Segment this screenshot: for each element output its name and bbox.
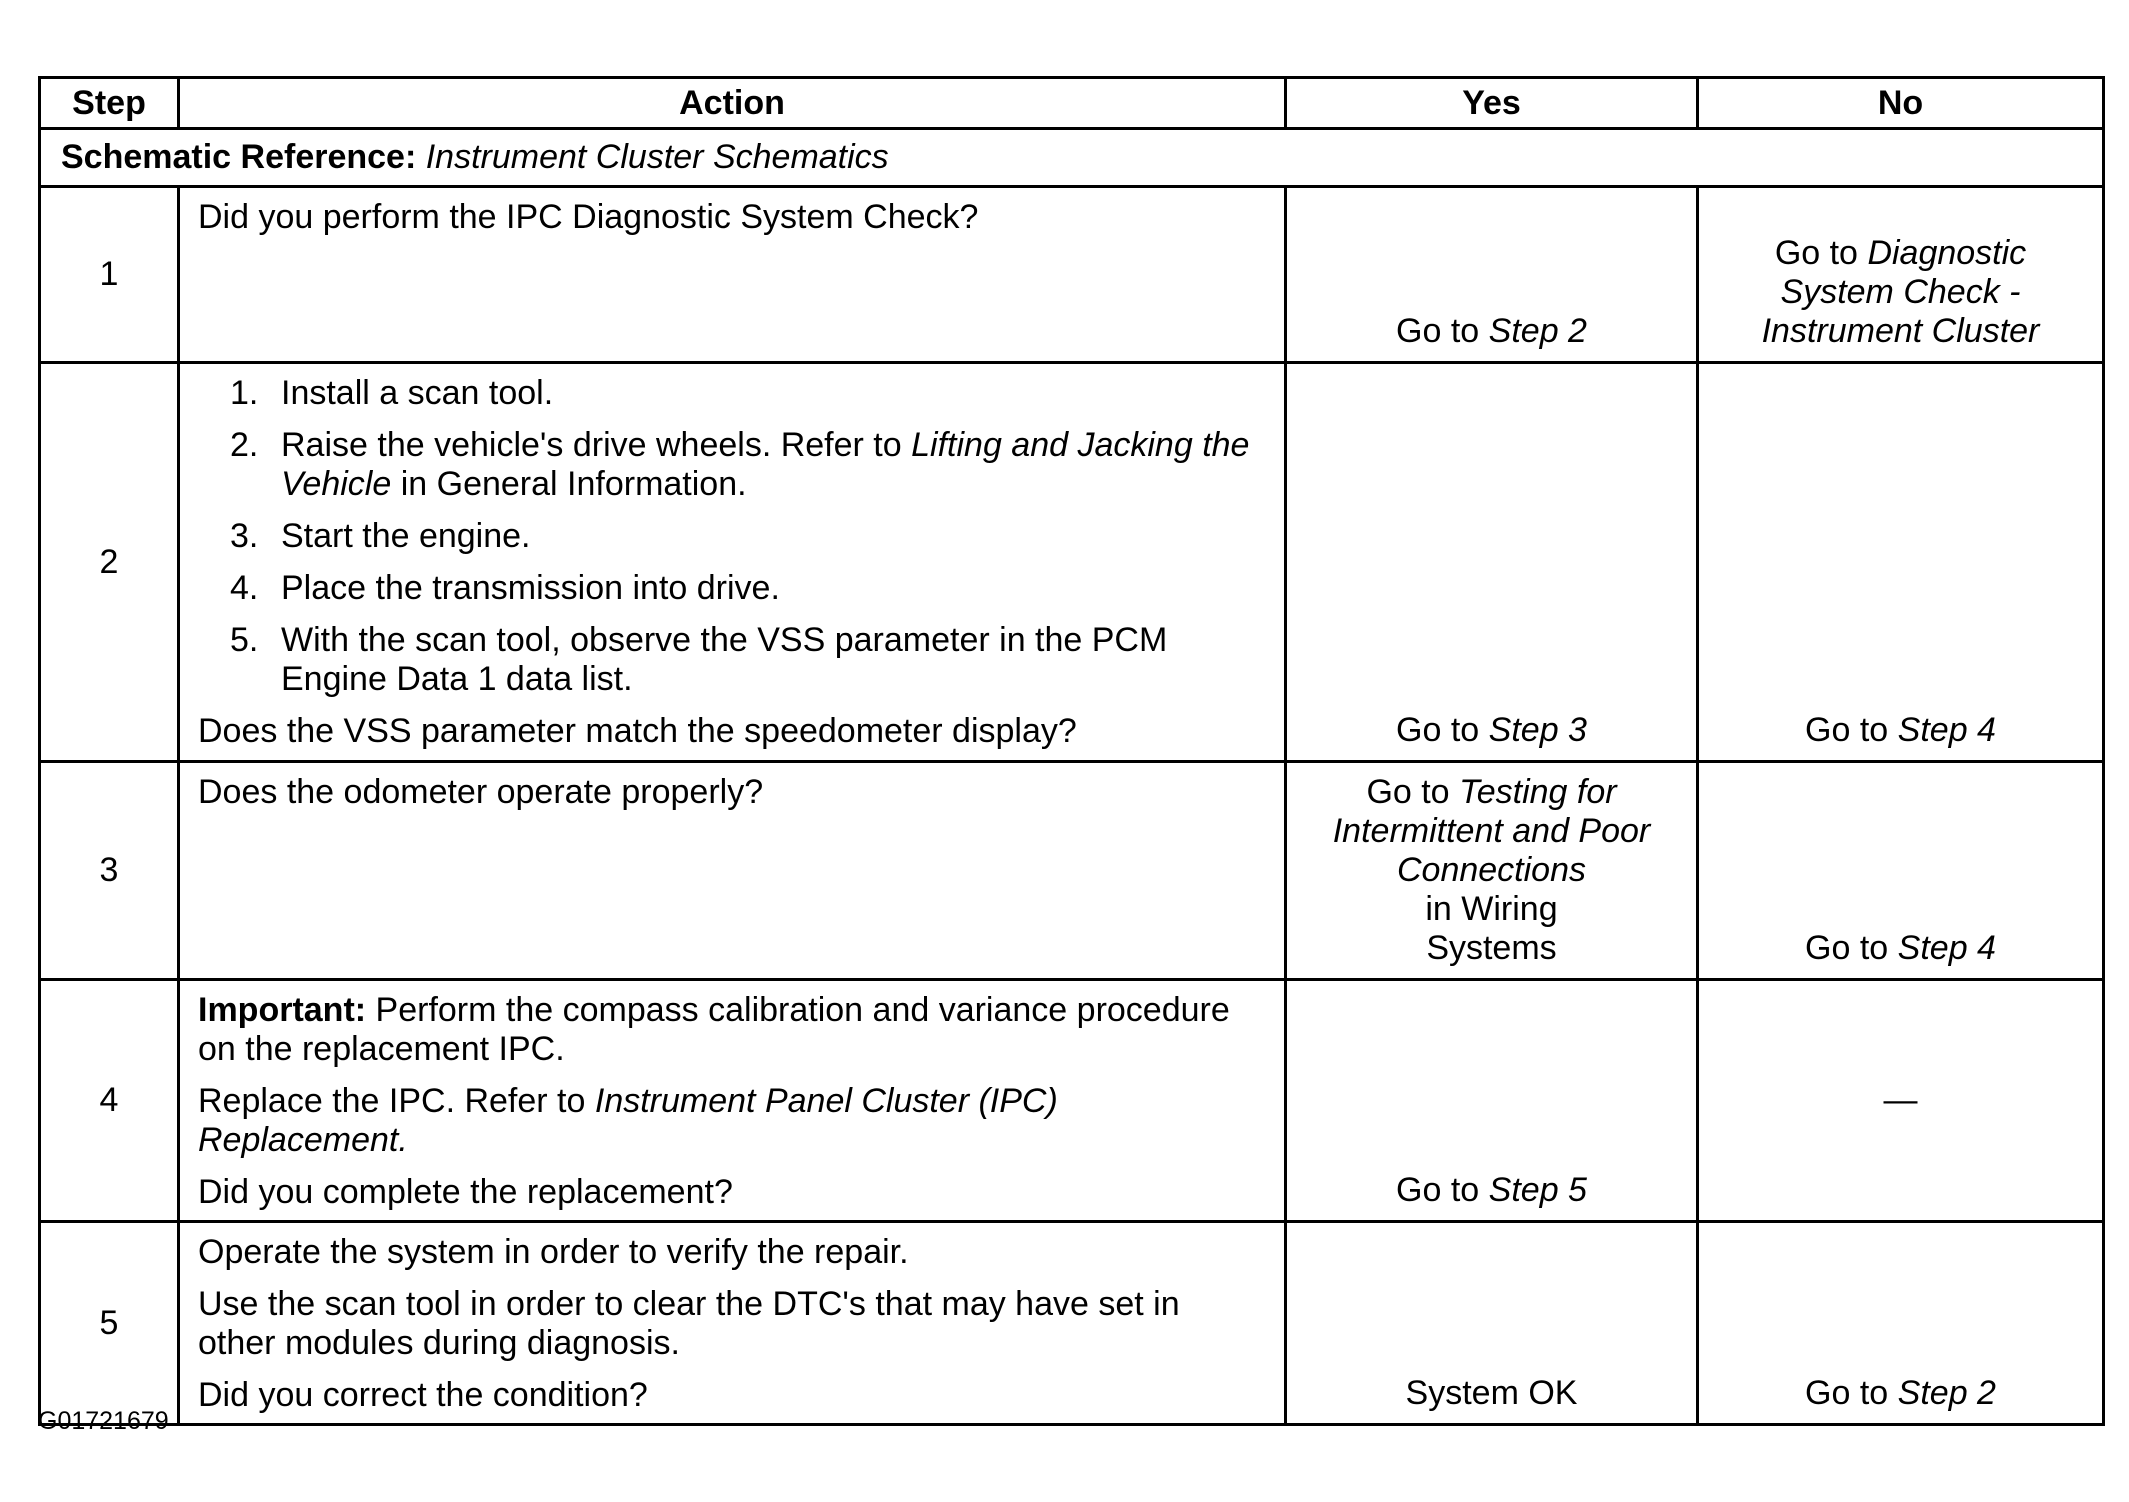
replace-instruction: Replace the IPC. Refer to Instrument Panel Cluster (IPC) Replacement.: [198, 1082, 1058, 1159]
substep: 3. Start the engine.: [230, 517, 531, 555]
no-cell: [1698, 187, 2104, 363]
substep: 5. With the scan tool, observe the VSS parameter in the PCM Engine Data 1 data list.: [230, 621, 1168, 698]
question: Did you perform the IPC Diagnostic System Check?: [198, 198, 979, 236]
no-cell: Go to Step 2: [1698, 1222, 2104, 1425]
action-cell: [179, 1222, 1286, 1425]
no-cell: [1698, 980, 2104, 1222]
header-yes: Yes: [1286, 78, 1698, 129]
yes-link[interactable]: Step 2: [1488, 312, 1587, 350]
substep: 4. Place the transmission into drive.: [230, 569, 780, 607]
schematic-label: Schematic Reference:: [61, 138, 417, 176]
question: Does the odometer operate properly?: [198, 773, 764, 811]
action-cell: [179, 363, 1286, 762]
no-cell: Go to Step 4: [1698, 762, 2104, 980]
substep: 1. Install a scan tool.: [230, 374, 554, 412]
table-row: [40, 762, 2104, 980]
table-row: [40, 363, 2104, 762]
clear-dtc-instruction: Use the scan tool in order to clear the DTC's that may have set in other modules during diagnosis.: [198, 1285, 1180, 1362]
important-note: Important: Perform the compass calibration and variance procedure on the replacement IPC.: [198, 991, 1230, 1068]
header-row: [40, 78, 2104, 129]
no-link[interactable]: Step 4: [1897, 711, 1996, 749]
yes-cell: Go to Step 3: [1286, 363, 1698, 762]
no-link-line2[interactable]: System Check -: [1780, 273, 2021, 311]
no-prefix: Go to: [1774, 234, 1858, 272]
no-dash: —: [1883, 1081, 1918, 1119]
yes-cell: [1286, 187, 1698, 363]
yes-cell: Go to Step 5: [1286, 980, 1698, 1222]
yes-link-line3[interactable]: Connections: [1396, 851, 1586, 889]
yes-link-line1[interactable]: Testing for: [1459, 773, 1617, 811]
no-link[interactable]: Step 4: [1897, 929, 1996, 967]
action-cell: [179, 187, 1286, 363]
figure-code: G01721679: [38, 1407, 169, 1435]
schematic-reference: [40, 129, 2104, 187]
step-number: 1: [40, 187, 179, 363]
no-link[interactable]: Step 2: [1897, 1374, 1996, 1412]
schematic-link[interactable]: Instrument Cluster Schematics: [425, 138, 889, 176]
yes-link[interactable]: Step 5: [1488, 1171, 1587, 1209]
yes-prefix: Go to: [1396, 312, 1480, 350]
header-step: Step: [40, 78, 179, 129]
diagnostic-table: [38, 76, 2105, 1426]
ipc-replacement-link[interactable]: Instrument Panel Cluster (IPC) Replacement: [198, 1082, 1058, 1159]
step-number: 4: [40, 980, 179, 1222]
yes-cell: [1286, 1222, 1698, 1425]
no-link-line1[interactable]: Diagnostic: [1867, 234, 2027, 272]
table-row: [40, 187, 2104, 363]
step-number: 2: [40, 363, 179, 762]
yes-link-line2[interactable]: Intermittent and Poor: [1332, 812, 1651, 850]
header-action: Action: [179, 78, 1286, 129]
step-number: 3: [40, 762, 179, 980]
question: Did you complete the replacement?: [198, 1173, 733, 1211]
no-link-line3[interactable]: Instrument Cluster: [1761, 312, 2040, 350]
question: Does the VSS parameter match the speedometer display?: [198, 712, 1077, 750]
lifting-jacking-link[interactable]: Lifting and Jacking the Vehicle: [281, 426, 1250, 503]
substep: 2. Raise the vehicle's drive wheels. Refer to Lifting and Jacking the Vehicle in General Information.: [230, 426, 1250, 503]
header-no: No: [1698, 78, 2104, 129]
system-ok: System OK: [1405, 1374, 1578, 1412]
action-cell: [179, 980, 1286, 1222]
table-row: [40, 1222, 2104, 1425]
yes-link[interactable]: Step 3: [1488, 711, 1587, 749]
step-number: 5: [40, 1222, 179, 1425]
yes-cell: Go to Testing for Intermittent and Poor Connections in Wiring Systems: [1286, 762, 1698, 980]
table-row: [40, 980, 2104, 1222]
no-cell: Go to Step 4: [1698, 363, 2104, 762]
substep-list: [198, 374, 1266, 699]
question: Did you correct the condition?: [198, 1376, 648, 1414]
action-cell: [179, 762, 1286, 980]
verify-instruction: Operate the system in order to verify the repair.: [198, 1233, 909, 1271]
schematic-row: [40, 129, 2104, 187]
